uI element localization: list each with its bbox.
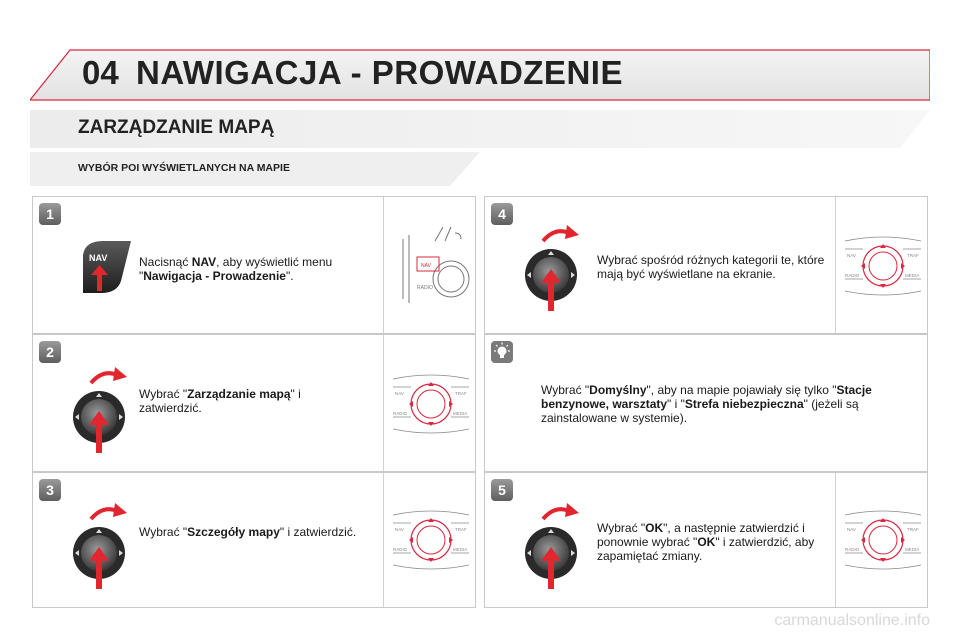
step-5-panel — [484, 472, 928, 608]
subsection-title: WYBÓR POI WYŚWIETLANYCH NA MAPIE — [78, 162, 290, 174]
lightbulb-icon — [491, 341, 513, 363]
chapter-number: 04 — [82, 54, 119, 91]
console-radio-label: RADIO — [417, 285, 433, 291]
step-5-text: Wybrać "OK", a następnie zatwierdzić i ponownie wybrać "OK" i zatwierdzić, aby zapamiętać zmiany. — [597, 521, 815, 563]
panel-divider — [835, 197, 836, 333]
control-panel-icon — [389, 505, 473, 575]
nav-console-icon — [395, 219, 471, 309]
panel-media-label: MEDIA — [453, 411, 468, 416]
step-4-text: Wybrać spośród różnych kategorii te, które mają być wyświetlane na ekranie. — [597, 253, 825, 281]
chapter-header — [30, 48, 930, 102]
panel-divider — [835, 473, 836, 607]
panel-divider — [383, 197, 384, 333]
step-3-text: Wybrać "Szczegóły mapy" i zatwierdzić. — [139, 525, 357, 539]
panel-radio-label: RADIO — [845, 273, 860, 278]
step-badge: 5 — [491, 479, 513, 501]
panel-media-label: MEDIA — [905, 273, 920, 278]
panel-nav-label: NAV — [847, 527, 856, 532]
panel-media-label: MEDIA — [905, 547, 920, 552]
panel-traf-label: TRAF — [907, 253, 919, 258]
step-1-text: Nacisnąć NAV, aby wyświetlić menu "Nawigacja - Prowadzenie". — [139, 255, 333, 283]
control-panel-icon — [841, 505, 925, 575]
section-band — [30, 108, 930, 150]
rotary-knob-push-icon — [521, 503, 591, 593]
rotary-knob-push-icon — [69, 503, 139, 593]
control-panel-icon — [841, 231, 925, 301]
rotary-knob-push-icon — [521, 225, 591, 315]
panel-traf-label: TRAF — [455, 391, 467, 396]
step-badge: 1 — [39, 203, 61, 225]
step-2-panel — [32, 334, 476, 472]
nav-button-icon — [77, 235, 137, 299]
rotary-knob-push-icon — [69, 367, 139, 457]
panel-media-label: MEDIA — [453, 547, 468, 552]
chapter-title: NAWIGACJA - PROWADZENIE — [136, 54, 623, 91]
panel-nav-label: NAV — [395, 527, 404, 532]
step-2-text: Wybrać "Zarządzanie mapą" i zatwierdzić. — [139, 387, 301, 415]
control-panel-icon — [389, 369, 473, 439]
panel-divider — [383, 335, 384, 471]
panel-nav-label: NAV — [847, 253, 856, 258]
panel-nav-label: NAV — [395, 391, 404, 396]
step-badge: 2 — [39, 341, 61, 363]
step-badge: 3 — [39, 479, 61, 501]
panel-radio-label: RADIO — [393, 411, 408, 416]
step-badge: 4 — [491, 203, 513, 225]
console-nav-label: NAV — [421, 263, 431, 269]
tip-panel — [484, 334, 928, 472]
step-1-panel — [32, 196, 476, 334]
step-4-panel — [484, 196, 928, 334]
panel-traf-label: TRAF — [455, 527, 467, 532]
tip-text: Wybrać "Domyślny", aby na mapie pojawiały się tylko "Stacje benzynowe, warsztaty" i "Strefa niebezpieczna" (jeżeli są zainstalowane w systemie). — [541, 383, 872, 425]
panel-divider — [383, 473, 384, 607]
subsection-band — [30, 150, 480, 188]
panel-traf-label: TRAF — [907, 527, 919, 532]
footer-watermark: carmanualsonline.info — [774, 612, 930, 629]
nav-button-label: NAV — [89, 253, 108, 263]
panel-radio-label: RADIO — [393, 547, 408, 552]
section-title: ZARZĄDZANIE MAPĄ — [78, 117, 275, 138]
panel-radio-label: RADIO — [845, 547, 860, 552]
step-3-panel — [32, 472, 476, 608]
